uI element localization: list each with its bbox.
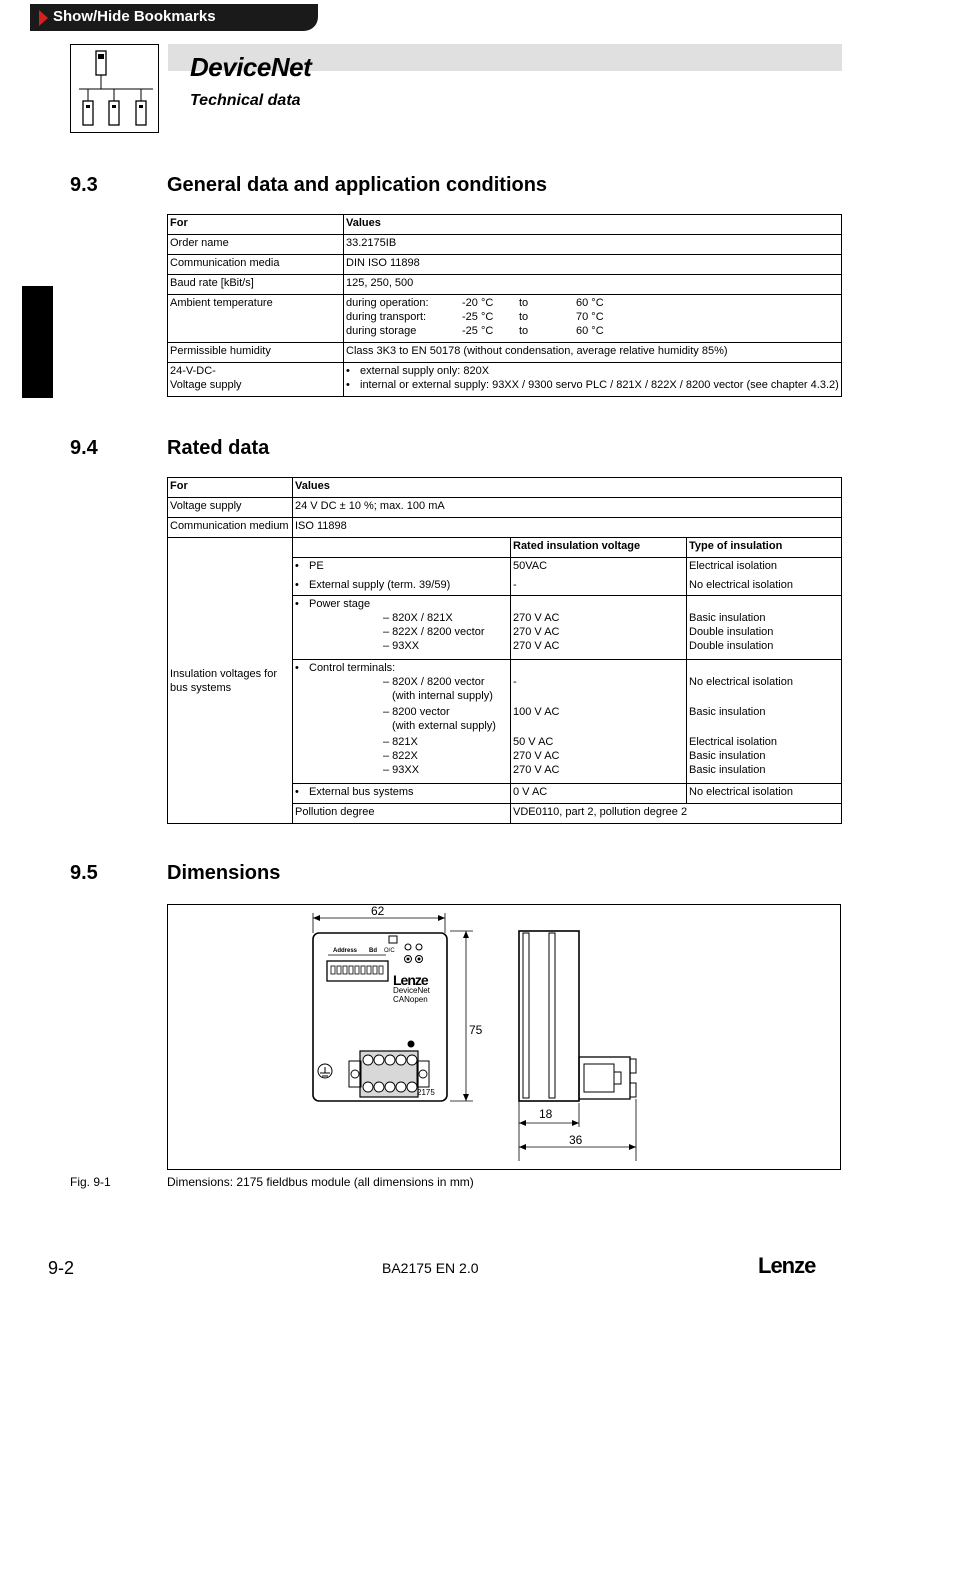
- table-header: Type of insulation: [687, 538, 842, 558]
- table-cell: [344, 363, 842, 397]
- table-cell: Voltage supply: [168, 498, 293, 518]
- address-label: Address: [333, 948, 358, 954]
- list-item: • external supply only: 820X: [346, 364, 839, 378]
- table-header: Values: [344, 215, 842, 235]
- section-title: General data and application conditions: [167, 174, 548, 196]
- dimension-label: 75: [469, 1023, 483, 1037]
- model-label: 2175: [417, 1088, 435, 1097]
- page-subtitle: Technical data: [190, 92, 301, 109]
- table-cell: 50VAC -: [511, 558, 687, 596]
- devicenet-label: DeviceNet: [393, 986, 430, 995]
- list-item: during transport: -25 °C to 70 °C: [346, 311, 604, 323]
- general-data-table: [167, 214, 842, 397]
- rated-data-table: [167, 477, 842, 824]
- arrow-right-icon: [39, 10, 48, 26]
- network-logo: [70, 44, 159, 133]
- table-cell: Electrical isolation No electrical isolation: [687, 558, 842, 596]
- list-item: • internal or external supply: 93XX / 9300 servo PLC / 821X / 822X / 8200 vector (see chapter 4.3.2): [346, 378, 839, 392]
- figure-caption: Dimensions: 2175 fieldbus module (all dimensions in mm): [167, 1175, 474, 1189]
- table-header: For: [168, 215, 344, 235]
- list-item: during storage -25 °C to 60 °C: [346, 325, 604, 337]
- table-cell: DIN ISO 11898: [344, 255, 842, 275]
- lenze-logo: Lenze: [758, 1253, 816, 1278]
- table-cell: Pollution degree: [293, 804, 511, 824]
- page-number: 9-2: [48, 1258, 75, 1278]
- section-title: Dimensions: [167, 862, 281, 884]
- table-cell: • Power stage – 820X / 821X – 822X / 8200 vector – 93XX: [293, 596, 511, 660]
- table-cell: Baud rate [kBit/s]: [168, 275, 344, 295]
- baud-label: Bd: [369, 948, 377, 954]
- table-cell: • PE • External supply (term. 39/59): [293, 558, 511, 596]
- table-cell: Order name: [168, 235, 344, 255]
- table-header: Values: [293, 478, 842, 498]
- bookmarks-toggle[interactable]: [30, 4, 318, 31]
- table-cell: 270 V AC 270 V AC 270 V AC: [511, 596, 687, 660]
- section-title: Rated data: [167, 437, 270, 459]
- table-cell: • Control terminals: – 820X / 8200 vector (with internal supply) – 8200 vector (with external supply) – 821X – 822X – 93XX: [293, 660, 511, 784]
- table-cell: 33.2175IB: [344, 235, 842, 255]
- bookmarks-label: Show/Hide Bookmarks: [53, 8, 216, 25]
- table-cell: Insulation voltages for bus systems: [168, 538, 293, 824]
- page-title: DeviceNet: [190, 52, 312, 82]
- table-cell: No electrical isolation: [687, 784, 842, 804]
- section-number: 9.3: [70, 174, 98, 196]
- list-item: during operation: -20 °C to 60 °C: [346, 297, 604, 309]
- table-cell: [293, 538, 511, 558]
- table-cell: VDE0110, part 2, pollution degree 2: [511, 804, 842, 824]
- document-id: BA2175 EN 2.0: [382, 1260, 479, 1276]
- ground-icon: [318, 1064, 332, 1078]
- table-cell: 24 V DC ± 10 %; max. 100 mA: [293, 498, 842, 518]
- table-cell: - 100 V AC 50 V AC 270 V AC 270 V AC: [511, 660, 687, 784]
- table-cell: Permissible humidity: [168, 343, 344, 363]
- canopen-label: CANopen: [393, 995, 428, 1004]
- table-cell: Communication medium: [168, 518, 293, 538]
- brand-label: Lenze: [393, 972, 428, 988]
- module-drawing: [168, 905, 840, 1169]
- table-cell: Communication media: [168, 255, 344, 275]
- table-cell: ISO 11898: [293, 518, 842, 538]
- table-cell: Basic insulation Double insulation Double insulation: [687, 596, 842, 660]
- chapter-marker: [22, 286, 53, 398]
- table-cell: Class 3K3 to EN 50178 (without condensation, average relative humidity 85%): [344, 343, 842, 363]
- oc-label: O/C: [384, 948, 395, 954]
- dimension-label: 62: [371, 905, 385, 918]
- dimensions-drawing: [167, 904, 841, 1170]
- table-header: Rated insulation voltage: [511, 538, 687, 558]
- dimension-label: 18: [539, 1107, 553, 1121]
- table-cell: [344, 295, 842, 343]
- section-number: 9.4: [70, 437, 98, 459]
- dimension-label: 36: [569, 1133, 583, 1147]
- table-cell: Ambient temperature: [168, 295, 344, 343]
- table-cell: 24-V-DC- Voltage supply: [168, 363, 344, 397]
- section-number: 9.5: [70, 862, 98, 884]
- table-header: For: [168, 478, 293, 498]
- figure-number: Fig. 9-1: [70, 1175, 111, 1189]
- network-topology-icon: [71, 45, 158, 132]
- table-cell: No electrical isolation Basic insulation Electrical isolation Basic insulation Basic insulation: [687, 660, 842, 784]
- table-cell: 125, 250, 500: [344, 275, 842, 295]
- table-cell: 0 V AC: [511, 784, 687, 804]
- table-cell: • External bus systems: [293, 784, 511, 804]
